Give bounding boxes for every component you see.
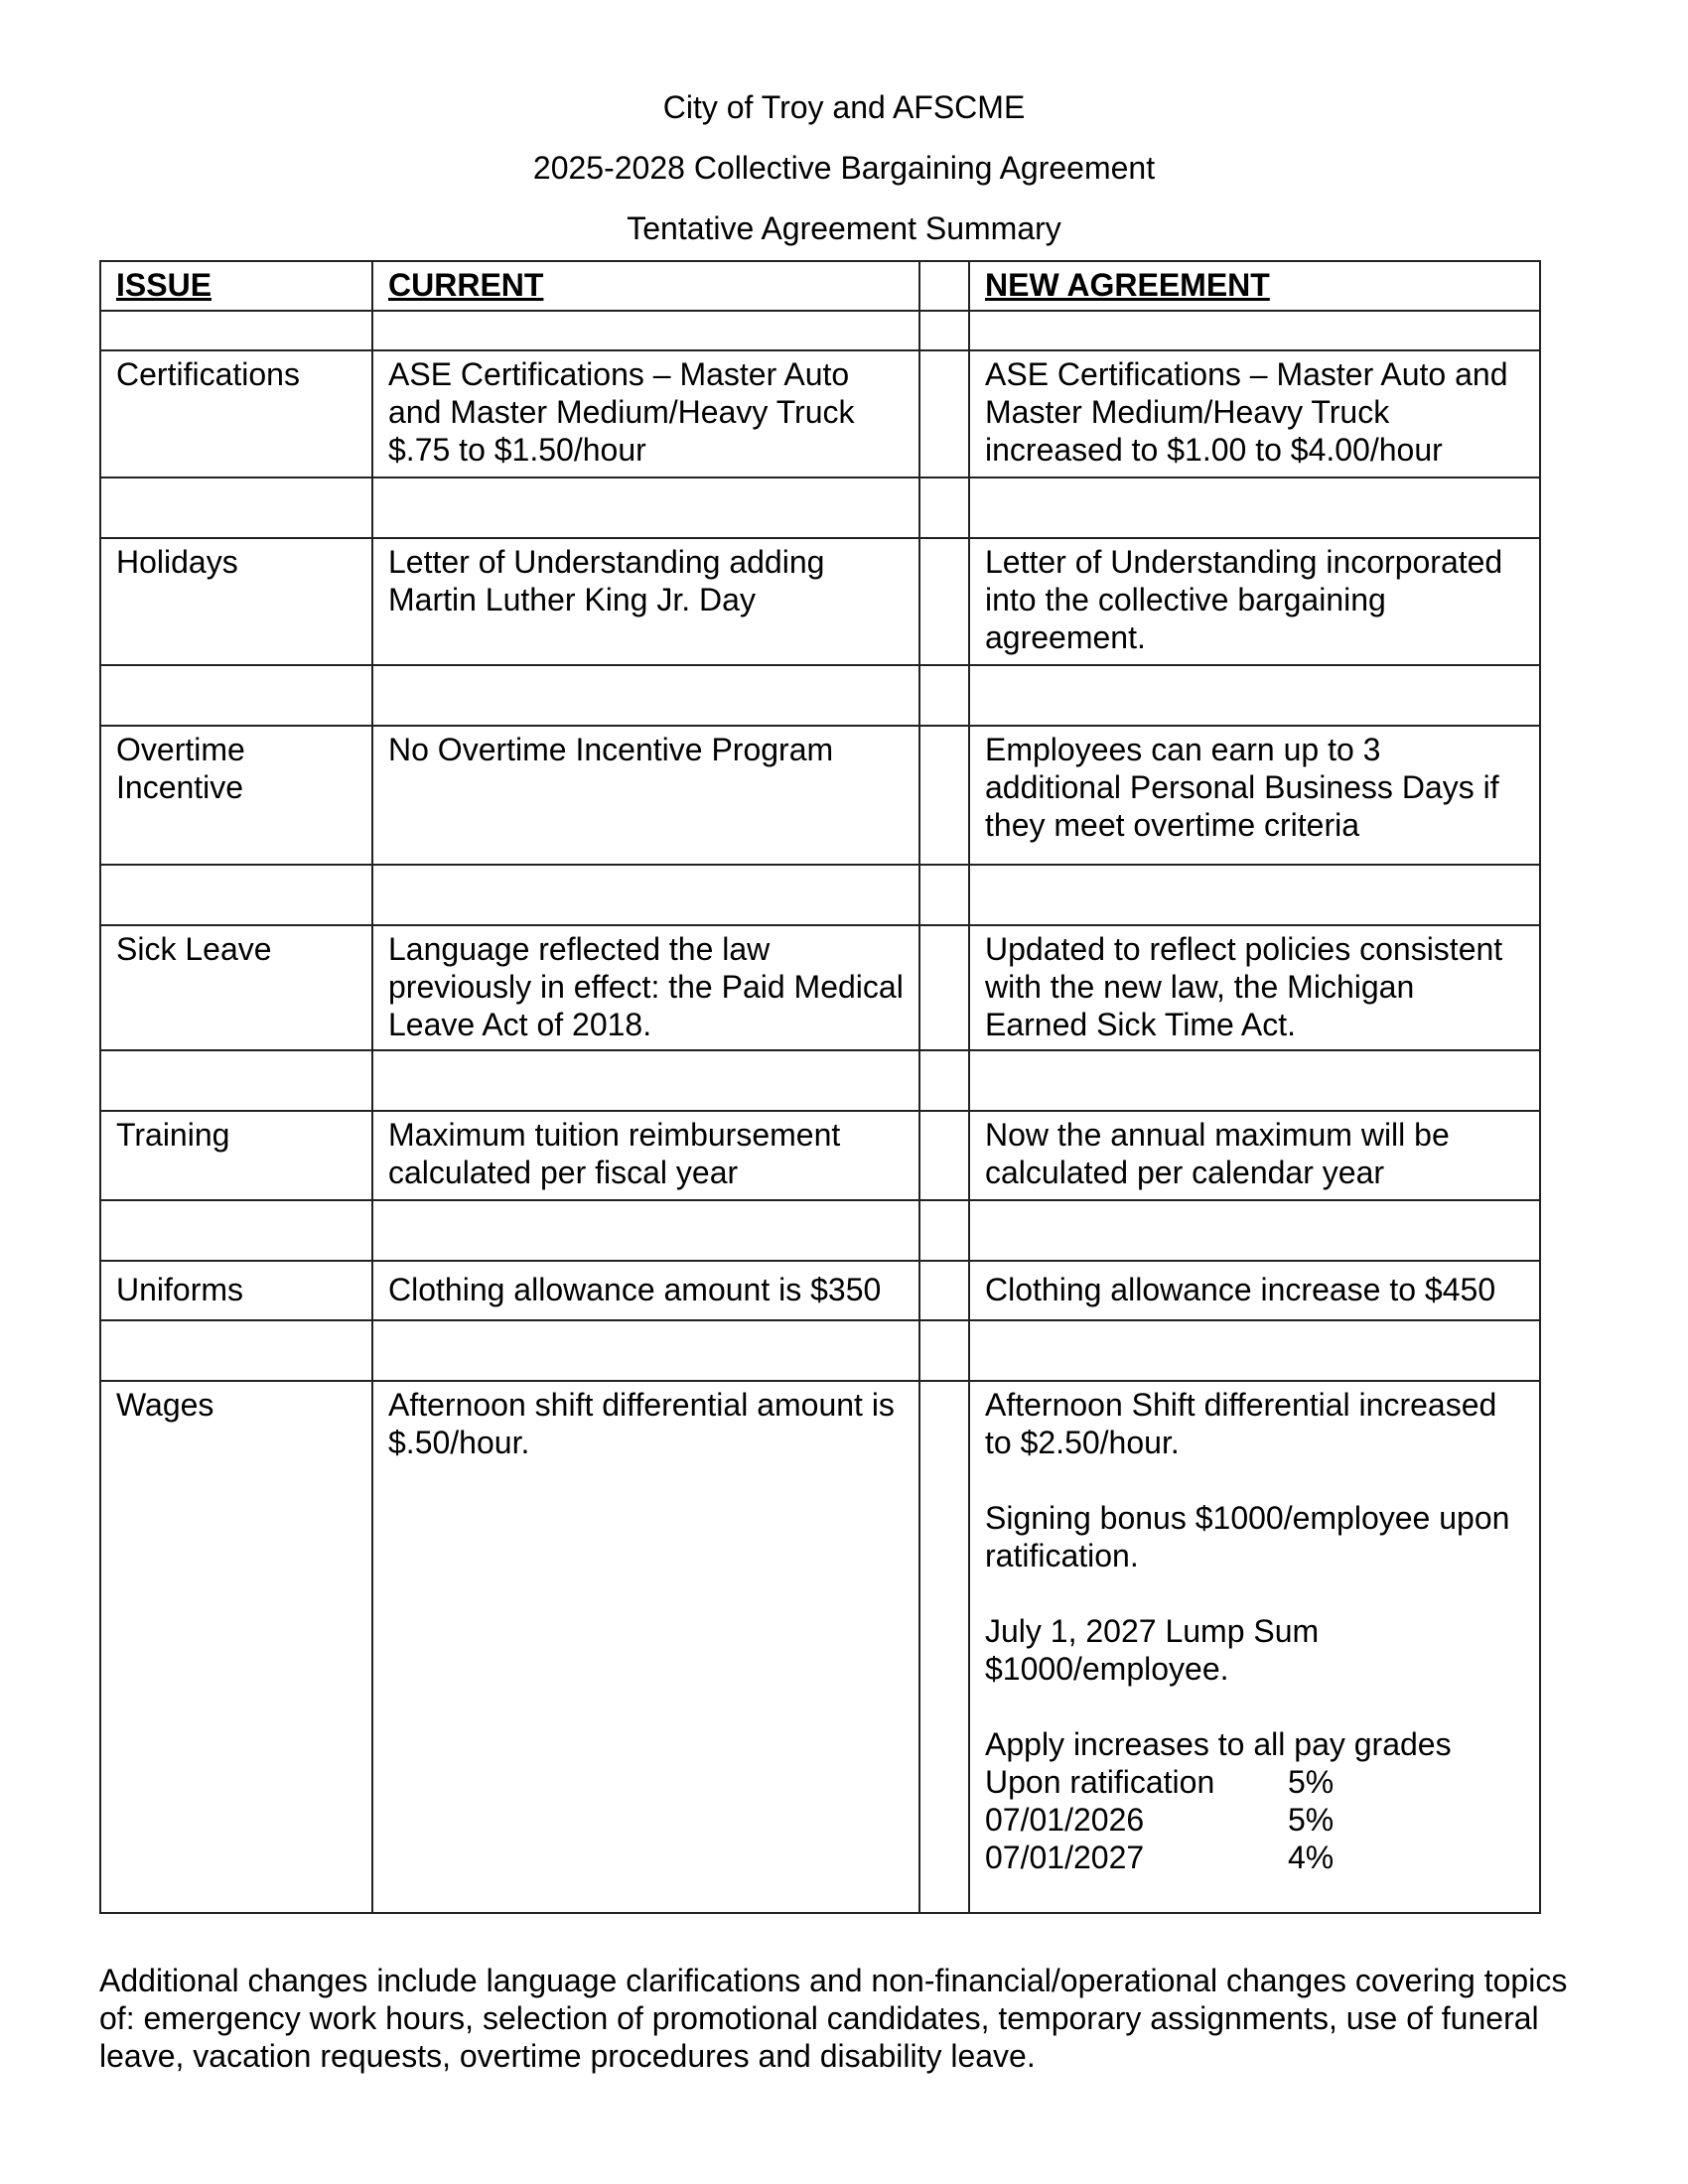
spacer-row — [100, 665, 1540, 726]
header-current — [372, 261, 919, 311]
title-agreement: 2025-2028 Collective Bargaining Agreement — [532, 150, 1156, 186]
issue-cell: Sick Leave — [100, 925, 372, 1050]
spacer-row — [100, 1320, 1540, 1381]
issue-cell: Wages — [100, 1381, 372, 1913]
table-row-holidays — [100, 538, 1540, 665]
new-agreement-cell: Clothing allowance increase to $450 — [969, 1261, 1540, 1320]
increases-heading: Apply increases to all pay grades — [985, 1726, 1452, 1762]
increase-row — [985, 1763, 1524, 1801]
current-cell: Language reflected the law previously in effect: the Paid Medical Leave Act of 2018. — [372, 925, 919, 1050]
spacer-row — [100, 865, 1540, 925]
increase-date: 07/01/2027 — [985, 1840, 1145, 1875]
gap-cell — [919, 350, 969, 478]
table-row-certifications — [100, 350, 1540, 478]
current-cell: Afternoon shift differential amount is $.50/hour. — [372, 1381, 919, 1913]
table-row-uniforms — [100, 1261, 1540, 1320]
increase-row — [985, 1839, 1524, 1876]
increase-percent: 4% — [1288, 1840, 1335, 1875]
new-agreement-cell: Updated to reflect policies consistent with the new law, the Michigan Earned Sick Time Act. — [969, 925, 1540, 1050]
gap-cell — [919, 538, 969, 665]
increase-percent: 5% — [1288, 1764, 1335, 1800]
spacer-row — [100, 1200, 1540, 1261]
issue-cell: Holidays — [100, 538, 372, 665]
header-gap-cell — [919, 261, 969, 311]
spacer-row — [100, 1050, 1540, 1111]
issue-cell: Certifications — [100, 350, 372, 478]
increase-percent: 5% — [1288, 1802, 1335, 1838]
issue-cell: Overtime Incentive — [100, 726, 372, 865]
gap-cell — [919, 1261, 969, 1320]
new-agreement-cell: Now the annual maximum will be calculated per calendar year — [969, 1111, 1540, 1200]
spacer-row — [100, 478, 1540, 538]
current-cell: Maximum tuition reimbursement calculated per fiscal year — [372, 1111, 919, 1200]
increase-date: Upon ratification — [985, 1764, 1215, 1800]
new-agreement-cell: ASE Certifications – Master Auto and Master Medium/Heavy Truck increased to $1.00 to $4.00/hour — [969, 350, 1540, 478]
increase-row — [985, 1801, 1524, 1839]
gap-cell — [919, 1381, 969, 1913]
issue-cell: Training — [100, 1111, 372, 1200]
gap-cell — [919, 1111, 969, 1200]
header-issue — [100, 261, 372, 311]
issue-cell: Uniforms — [100, 1261, 372, 1320]
agreement-summary-table — [99, 260, 1541, 1914]
signing-bonus-text: Signing bonus $1000/employee upon ratification. — [985, 1500, 1510, 1573]
table-row-training — [100, 1111, 1540, 1200]
gap-cell — [919, 925, 969, 1050]
increase-date: 07/01/2026 — [985, 1802, 1145, 1838]
table-row-sick-leave — [100, 925, 1540, 1050]
title-summary: Tentative Agreement Summary — [627, 210, 1061, 246]
header-issue-label: ISSUE — [116, 267, 212, 303]
header-new-label: NEW AGREEMENT — [985, 267, 1270, 303]
header-new — [969, 261, 1540, 311]
table-row-wages — [100, 1381, 1540, 1913]
table-header-row — [100, 261, 1540, 311]
current-cell: Clothing allowance amount is $350 — [372, 1261, 919, 1320]
gap-cell — [919, 726, 969, 865]
title-organization: City of Troy and AFSCME — [662, 89, 1026, 125]
new-agreement-cell: Employees can earn up to 3 additional Personal Business Days if they meet overtime criteria — [969, 726, 1540, 865]
current-cell: ASE Certifications – Master Auto and Master Medium/Heavy Truck $.75 to $1.50/hour — [372, 350, 919, 478]
new-agreement-cell: Letter of Understanding incorporated into the collective bargaining agreement. — [969, 538, 1540, 665]
document-title-block — [0, 77, 1688, 259]
spacer-row — [100, 311, 1540, 350]
table-row-overtime-incentive — [100, 726, 1540, 865]
new-agreement-cell — [969, 1381, 1540, 1913]
lump-sum-text: July 1, 2027 Lump Sum $1000/employee. — [985, 1613, 1320, 1687]
header-current-label: CURRENT — [388, 267, 544, 303]
additional-changes-note: Additional changes include language clarifications and non-financial/operational changes covering topics of: emergency work hours, selection of promotional candidates, temporary assignments, use of funeral leave, vacation requests, overtime procedures and disability leave. — [99, 1963, 1568, 2074]
current-cell: No Overtime Incentive Program — [372, 726, 919, 865]
current-cell: Letter of Understanding adding Martin Luther King Jr. Day — [372, 538, 919, 665]
shift-differential-text: Afternoon Shift differential increased to $2.50/hour. — [985, 1387, 1497, 1460]
pay-grade-increases — [985, 1725, 1524, 1876]
